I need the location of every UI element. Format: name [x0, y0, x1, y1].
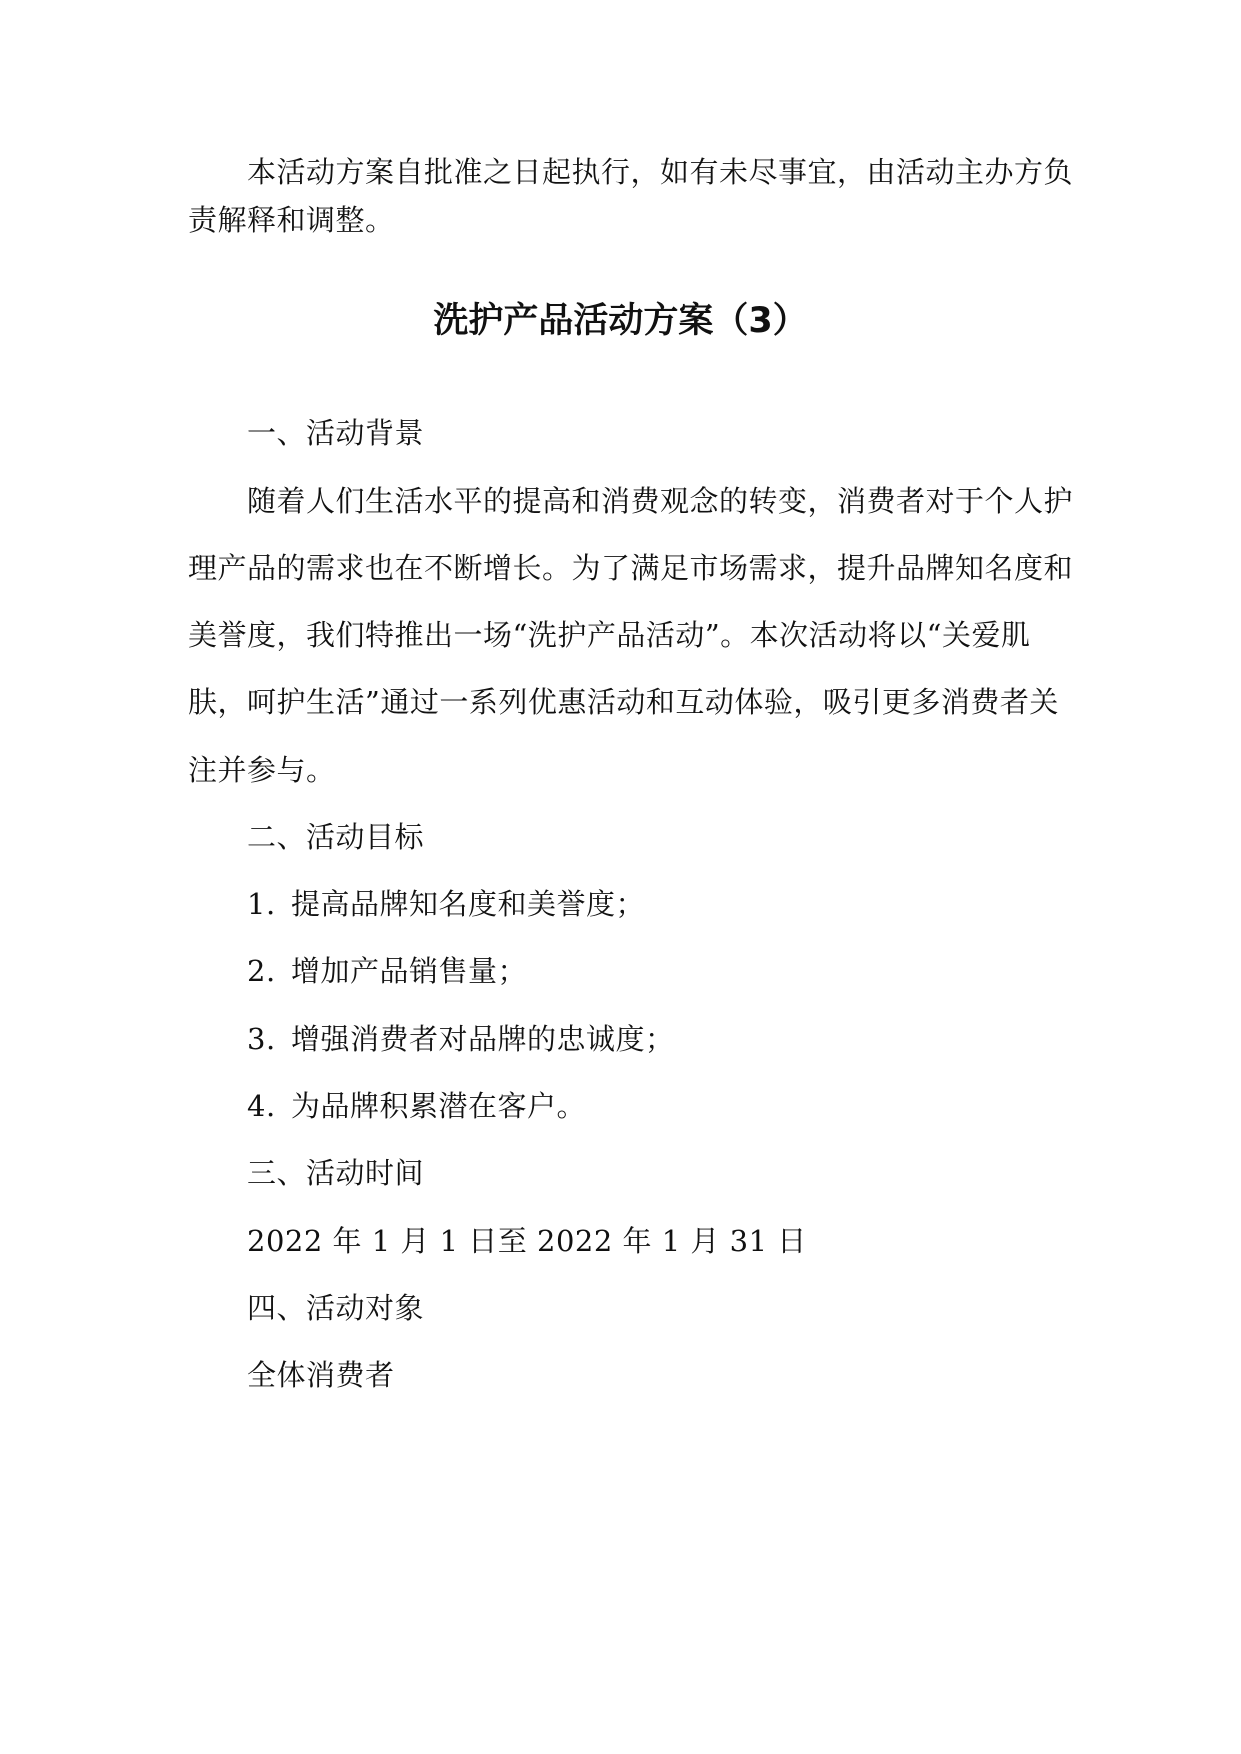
activity-audience-text: 全体消费者: [247, 1358, 395, 1392]
intro-line-1: 本活动方案自批准之日起执行，如有未尽事宜，由活动主办方负: [247, 155, 1074, 189]
intro-line-2: 责解释和调整。: [188, 203, 395, 237]
goal-item-number: 4.: [247, 1089, 276, 1123]
goal-item-number: 3.: [247, 1022, 276, 1056]
background-paragraph-line-5: 注并参与。: [188, 753, 336, 787]
goal-item-number: 1.: [247, 887, 276, 921]
goal-item-3: [247, 1019, 675, 1059]
goal-item-2: [247, 951, 527, 991]
section-heading-goals: 二、活动目标: [247, 820, 425, 854]
background-paragraph-line-3: 美誉度，我们特推出一场“洗护产品活动”。本次活动将以“关爱肌: [188, 618, 1031, 652]
section-heading-time: 三、活动时间: [247, 1156, 425, 1190]
background-paragraph-line-1: 随着人们生活水平的提高和消费观念的转变，消费者对于个人护: [247, 484, 1074, 518]
background-paragraph-line-4: 肤，呵护生活”通过一系列优惠活动和互动体验，吸引更多消费者关: [188, 685, 1059, 719]
goal-item-text: 提高品牌知名度和美誉度；: [291, 887, 646, 921]
activity-time-text: 2022 年 1 月 1 日至 2022 年 1 月 31 日: [247, 1224, 807, 1258]
document-title: 洗护产品活动方案（3）: [433, 301, 808, 341]
goal-item-1: [247, 884, 645, 924]
goal-item-4: [247, 1086, 586, 1126]
section-heading-background: 一、活动背景: [247, 416, 425, 450]
section-heading-audience: 四、活动对象: [247, 1291, 425, 1325]
goal-item-text: 为品牌积累潜在客户。: [291, 1089, 587, 1123]
goal-item-number: 2.: [247, 954, 276, 988]
goal-item-text: 增强消费者对品牌的忠诚度；: [291, 1022, 675, 1056]
background-paragraph-line-2: 理产品的需求也在不断增长。为了满足市场需求，提升品牌知名度和: [188, 551, 1074, 585]
goal-item-text: 增加产品销售量；: [291, 954, 528, 988]
